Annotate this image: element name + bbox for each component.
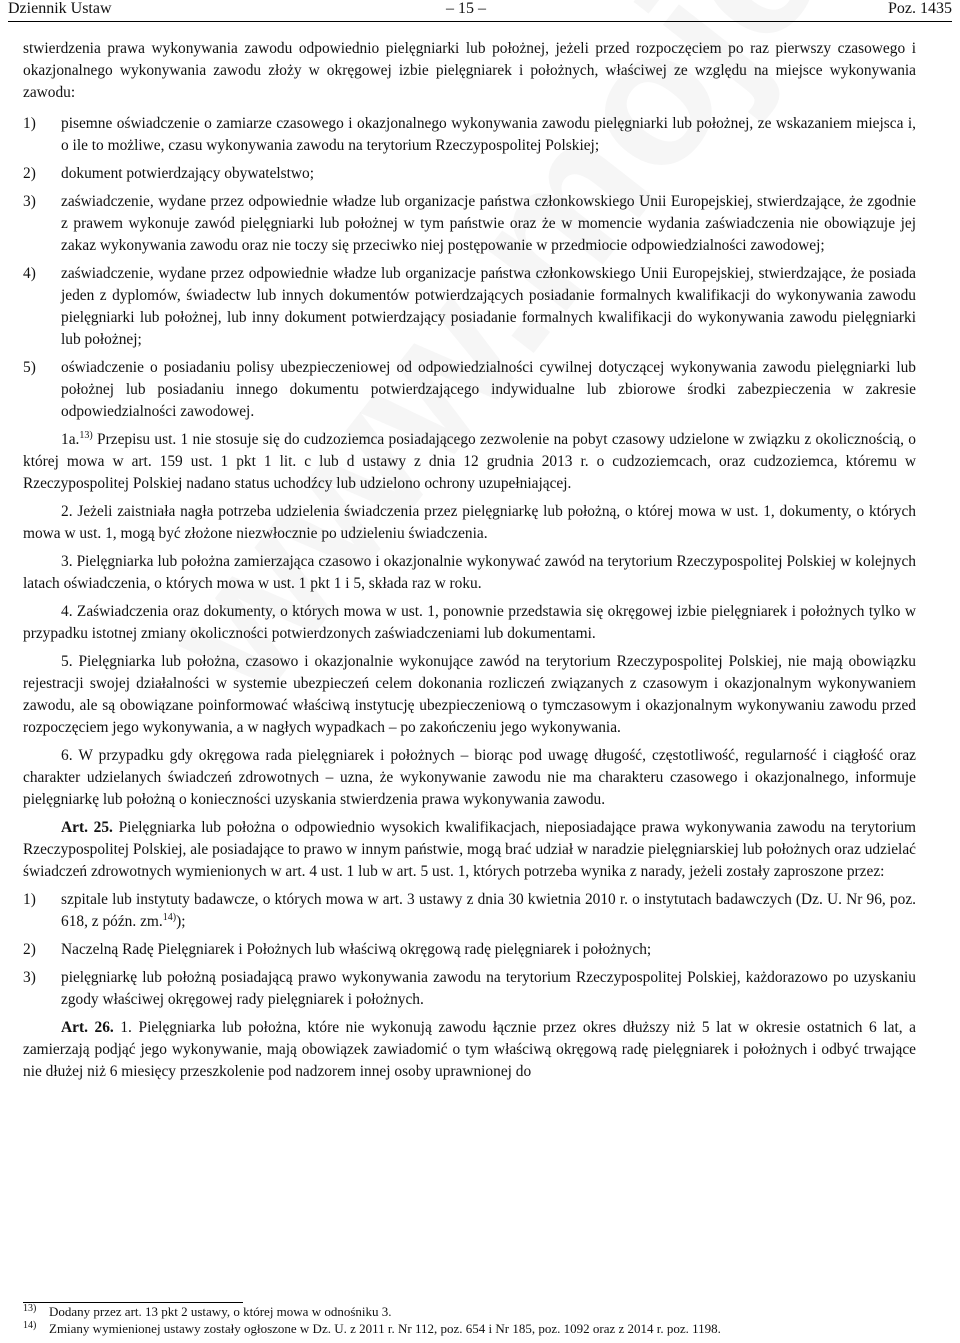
paragraph-2: 2. Jeżeli zaistniała nagła potrzeba udzielenia świadczenia przez pielęgniarkę lub położną, o której mowa w ust. 1, dokumenty, o których mowa w ust. 1, mogą być złożone niezwłocznie po udzieleniu świadczenia. [23, 503, 916, 542]
article-26 [23, 1017, 916, 1083]
position-number: Poz. 1435 [888, 0, 952, 17]
list-item-text: zaświadczenie, wydane przez odpowiednie władze lub organizacje państwa członkowskiego Unii Europejskiej, stwierdzające, że posiada jeden z dyplomów, świadectw lub innych dokumentów potwierdzających posiadanie formalnych kwalifikacji do wykonywania zawodu pielęgniarki lub położnej, lub inny dokument potwierdzający posiadanie formalnych kwalifikacji do wykonywania zawodu pielęgniarki lub położnej; [61, 265, 916, 348]
paragraph-5: 5. Pielęgniarka lub położna, czasowo i okazjonalnie wykonujące zawód na terytorium Rzeczypospolitej Polskiej, nie mają obowiązku rejestracji swojej działalności w systemie ubezpieczeń celem dokonania rozliczeń związanych z czasowym i okazjonalnym wykonywaniem zawodu, ale są obowiązane poinformować właściwą instytucję ubezpieczeniową o tymczasowym i okazjonalnym wykonywaniu zawodu przed rozpoczęciem jego wykonywania, a w nagłych wypadkach – po zakończeniu jego wykonywania. [23, 653, 916, 736]
publication-title: Dziennik Ustaw [8, 0, 112, 17]
list-item-number: 1) [23, 891, 36, 908]
list-item [23, 357, 916, 423]
list-item-number: 4) [23, 265, 36, 282]
list-item [23, 967, 916, 1011]
page-number: – 15 – [446, 0, 486, 17]
article-label: Art. 25. [61, 819, 113, 836]
footnote-ref: 13) [79, 429, 93, 441]
footnotes [23, 1303, 916, 1337]
footnote-number: 14) [23, 1320, 37, 1331]
list-item-text: Naczelną Radę Pielęgniarek i Położnych lub właściwą okręgową radę pielęgniarek i położnych; [61, 941, 652, 958]
list-item-text: szpitale lub instytuty badawcze, o których mowa w art. 3 ustawy z dnia 30 kwietnia 2010 r. o instytutach badawczych (Dz. U. Nr 96, poz. 618, z późn. zm. [61, 891, 916, 930]
list-item-number: 2) [23, 941, 36, 958]
list-item-text: dokument potwierdzający obywatelstwo; [61, 165, 315, 182]
list-item [23, 163, 916, 185]
paragraph-label: 1a. [61, 431, 80, 448]
article-label: Art. 26. [61, 1019, 114, 1036]
header-rule [8, 21, 952, 22]
footnote-text: Dodany przez art. 13 pkt 2 ustawy, o której mowa w odnośniku 3. [49, 1304, 392, 1319]
list-item-number: 2) [23, 165, 36, 182]
paragraph-3: 3. Pielęgniarka lub położna zamierzająca czasowo i okazjonalnie wykonywać zawód na terytorium Rzeczypospolitej Polskiej w kolejnych latach oświadczenia, o których mowa w ust. 1 pkt 1 i 5, składa raz w roku. [23, 553, 916, 592]
list-item-number: 3) [23, 969, 36, 986]
footnote-number: 13) [23, 1303, 37, 1314]
footnote [23, 1320, 916, 1337]
paragraph-4: 4. Zaświadczenia oraz dokumenty, o których mowa w ust. 1, ponownie przedstawia się okręgowej izbie pielęgniarek i położnych tylko w przypadku istotnej zmiany okoliczności potwierdzonych zaświadczeniami lub dokumentami. [23, 603, 916, 642]
list-item-number: 1) [23, 115, 36, 132]
list-item [23, 191, 916, 257]
footnote-text: Zmiany wymienionej ustawy zostały ogłoszone w Dz. U. z 2011 r. Nr 112, poz. 654 i Nr 185, poz. 1092 oraz z 2014 r. poz. 1198. [49, 1321, 721, 1336]
intro-paragraph: stwierdzenia prawa wykonywania zawodu odpowiednio pielęgniarki lub położnej, jeżeli przed rozpoczęciem po raz pierwszy czasowego i okazjonalnego wykonywania zawodu złoży w okręgowej izbie pielęgniarek i położnych, właściwej ze względu na miejsce wykonywania zawodu: [23, 40, 916, 101]
list-item-text: oświadczenie o posiadaniu polisy ubezpieczeniowej od odpowiedzialności cywilnej dotyczącej wykonywania zawodu pielęgniarki lub położnej lub posiadaniu innego dokumentu potwierdzającego indywidualne lub zbiorowe środki zabezpieczenia w zakresie odpowiedzialności zawodowej. [61, 359, 916, 420]
list-item-number: 3) [23, 193, 36, 210]
article-25 [23, 817, 916, 883]
list-item-tail: ); [176, 913, 186, 930]
document-body [23, 38, 916, 1083]
list-item-text: zaświadczenie, wydane przez odpowiednie władze lub organizacje państwa członkowskiego Unii Europejskiej, stwierdzające, że zgodnie z prawem wykonuje zawód pielęgniarki lub położnej w tym państwie oraz że w momencie wydania zaświadczenia nie obowiązuje jej zakaz wykonywania zawodu oraz nie toczy się przeciwko niej postępowanie w przedmiocie odpowiedzialności zawodowej; [61, 193, 916, 254]
list-item [23, 113, 916, 157]
page-header [8, 0, 952, 20]
list-item [23, 939, 916, 961]
list-item [23, 263, 916, 351]
paragraph-1a [23, 429, 916, 495]
paragraph-text: Przepisu ust. 1 nie stosuje się do cudzoziemca posiadającego zezwolenie na pobyt czasowy udzielone w związku z okolicznością, o której mowa w art. 159 ust. 1 pkt 1 lit. c lub d ustawy z dnia 12 grudnia 2013 r. o cudzoziemcach, oraz cudzoziemca, któremu w Rzeczypospolitej Polskiej nadano status uchodźcy lub udzielono ochrony uzupełniającej. [23, 431, 916, 492]
list-item [23, 889, 916, 933]
article-text: Pielęgniarka lub położna o odpowiednio wysokich kwalifikacjach, nieposiadające prawa wykonywania zawodu na terytorium Rzeczypospolitej Polskiej, ale posiadające to prawo w innym państwie, mogą brać udział w naradzie pielęgniarskiej lub położnych oraz udzielać świadczeń zdrowotnych wymienionych w art. 4 ust. 1 lub w art. 5 ust. 1, których potrzeba wynika z narady, jeżeli zostały zaproszone przez: [23, 819, 916, 880]
paragraph-6: 6. W przypadku gdy okręgowa rada pielęgniarek i położnych – biorąc pod uwagę długość, częstotliwość, regularność i ciągłość oraz charakter udzielanych świadczeń zdrowotnych – uzna, że wykonywanie zawodu nie ma charakteru czasowego i okazjonalnego, informuje pielęgniarkę lub położną o konieczności uzyskania stwierdzenia prawa wykonywania zawodu. [23, 747, 916, 808]
list-item-text: pielęgniarkę lub położną posiadającą prawo wykonywania zawodu na terytorium Rzeczypospolitej Polskiej, każdorazowo po uzyskaniu zgody właściwej okręgowej rady pielęgniarek i położnych. [61, 969, 916, 1008]
footnote-ref: 14) [162, 911, 177, 923]
list-item-number: 5) [23, 359, 36, 376]
list-item-text: pisemne oświadczenie o zamiarze czasowego i okazjonalnego wykonywania zawodu pielęgniarki lub położnej, ze wskazaniem miejsca i, o ile to możliwe, czasu wykonywania zawodu na terytorium Rzeczypospolitej Polskiej; [61, 115, 916, 154]
article-text: 1. Pielęgniarka lub położna, które nie wykonują zawodu łącznie przez okres dłuższy niż 5 lat w okresie ostatnich 6 lat, a zamierzają podjąć jego wykonywanie, mają obowiązek zawiadomić o tym właściwą okręgową radę pielęgniarek i położnych i odbyć trwające nie dłużej niż 6 miesięcy przeszkolenie pod nadzorem innej osoby uprawnionej do [23, 1019, 916, 1080]
footnote [23, 1303, 916, 1320]
